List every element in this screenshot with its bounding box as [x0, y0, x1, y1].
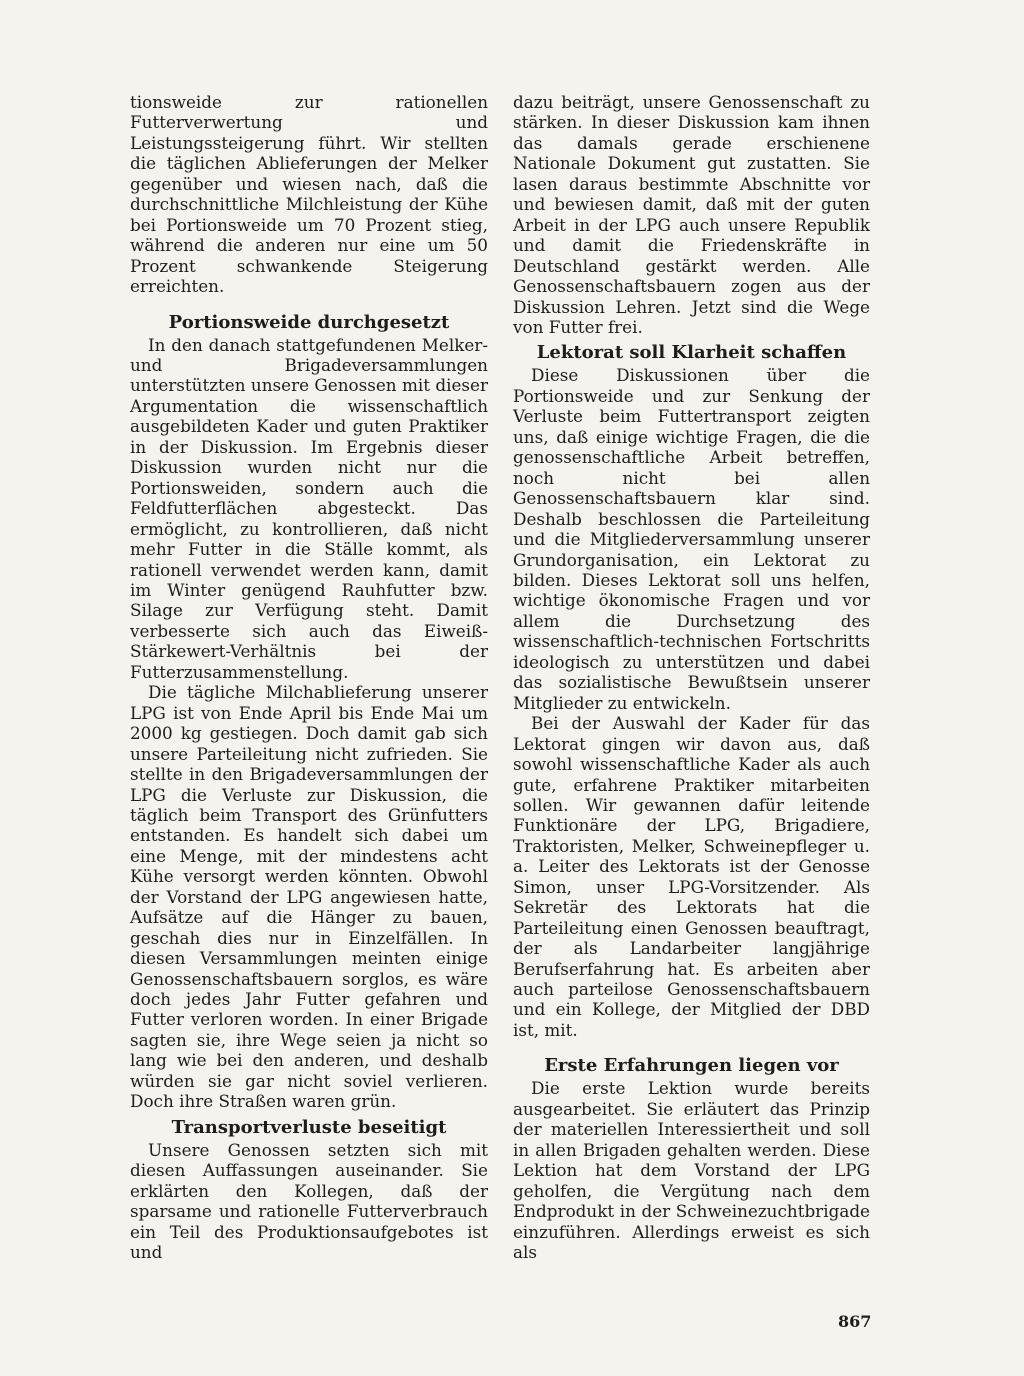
heading-transportverluste: Transportverluste beseitigt — [171, 1116, 447, 1138]
page-number: 867 — [838, 1312, 872, 1331]
left-paragraph-4: Unsere Genossen setzten sich mit diesen Auffassungen auseinander. Sie erklärten den Kollegen, daß der sparsame und rationelle Futterverbrauch ein Teil des Produktionsaufgebotes ist und — [130, 1139, 488, 1263]
left-column — [130, 92, 488, 1262]
left-paragraph-2: In den danach stattgefundenen Melker- und Brigadeversammlungen unterstützten unsere Genossen mit dieser Argumentation die wissenschaftlich ausgebildeten Kader und guten Praktiker in der Diskussion. Im Ergebnis dieser Diskussion wurden nicht nur die Portionsweiden, sondern auch die Feldfutterflächen abgesteckt. Das ermöglicht, zu kontrollieren, daß nicht mehr Futter in die Ställe kommt, als rationell verwendet werden kann, damit im Winter genügend Rauhfutter bzw. Silage zur Verfügung steht. Damit verbesserte sich auch das Eiweiß-Stärkewert-Verhältnis bei der Futterzusammenstellung. — [130, 334, 488, 682]
right-column — [513, 92, 870, 1262]
left-paragraph-3: Die tägliche Milchablieferung unserer LPG ist von Ende April bis Ende Mai um 2000 kg gestiegen. Doch damit gab sich unsere Parteileitung nicht zufrieden. Sie stellte in den Brigadeversammlungen der LPG die Verluste zur Diskussion, die täglich beim Transport des Grünfutters entstanden. Es handelt sich dabei um eine Menge, mit der mindestens acht Kühe versorgt werden könnten. Obwohl der Vorstand der LPG angewiesen hatte, Aufsätze auf die Hänger zu bauen, geschah dies nur in Einzelfällen. In diesen Versammlungen meinten einige Genossenschaftsbauern sorglos, es wäre doch jedes Jahr Futter gefahren und Futter verloren worden. In einer Brigade sagten sie, ihre Wege seien ja nicht so lang wie bei den anderen, und deshalb würden sie gar nicht soviel verlieren. Doch ihre Straßen waren grün. — [130, 682, 488, 1112]
right-paragraph-1: dazu beiträgt, unsere Genossenschaft zu stärken. In dieser Diskussion kam ihnen das damals gerade erschienene Nationale Dokument gut zustatten. Sie lasen daraus bestimmte Abschnitte vor und bewiesen damit, daß mit der guten Arbeit in der LPG auch unsere Republik und damit die Friedenskräfte in Deutschland gestärkt werden. Alle Genossenschaftsbauern zogen aus der Diskussion Lehren. Jetzt sind die Wege von Futter frei. — [513, 92, 870, 337]
right-paragraph-4: Die erste Lektion wurde bereits ausgearbeitet. Sie erläutert das Prinzip der materiellen Interessiertheit und soll in allen Brigaden gehalten werden. Diese Lektion hat dem Vorstand der LPG geholfen, die Vergütung nach dem Endprodukt in der Schweinezuchtbrigade einzuführen. Allerdings erweist es sich als — [513, 1078, 870, 1263]
left-paragraph-1: tionsweide zur rationellen Futterverwertung und Leistungssteigerung führt. Wir stellten die täglichen Ablieferungen der Melker gegenüber und wiesen nach, daß die durchschnittliche Milchleistung der Kühe bei Portionsweide um 70 Prozent stieg, während die anderen nur eine um 50 Prozent schwankende Steigerung erreichten. — [130, 92, 488, 297]
heading-portionsweide: Portionsweide durchgesetzt — [168, 311, 450, 333]
heading-lektorat: Lektorat soll Klarheit schaffen — [536, 342, 847, 364]
heading-erste-erfahrungen: Erste Erfahrungen liegen vor — [544, 1055, 839, 1077]
right-paragraph-3: Bei der Auswahl der Kader für das Lektorat gingen wir davon aus, daß sowohl wissenschaftliche Kader als auch gute, erfahrene Praktiker mitarbeiten sollen. Wir gewannen dafür leitende Funktionäre der LPG, Brigadiere, Traktoristen, Melker, Schweinepfleger u. a. Leiter des Lektorats ist der Genosse Simon, unser LPG-Vorsitzender. Als Sekretär des Lektorats hat die Parteileitung einen Genossen beauftragt, der als Landarbeiter langjährige Berufserfahrung hat. Es arbeiten aber auch parteilose Genossenschaftsbauern und ein Kollege, der Mitglied der DBD ist, mit. — [513, 713, 870, 1040]
right-paragraph-2: Diese Diskussionen über die Portionsweide und zur Senkung der Verluste beim Futtertransport zeigten uns, daß einige wichtige Fragen, die die genossenschaftliche Arbeit betreffen, noch nicht bei allen Genossenschaftsbauern klar sind. Deshalb beschlossen die Parteileitung und die Mitgliederversammlung unserer Grundorganisation, ein Lektorat zu bilden. Dieses Lektorat soll uns helfen, wichtige ökonomische Fragen und vor allem die Durchsetzung des wissenschaftlich-technischen Fortschritts ideologisch zu unterstützen und dabei das sozialistische Bewußtsein unserer Mitglieder zu entwickeln. — [513, 365, 870, 713]
